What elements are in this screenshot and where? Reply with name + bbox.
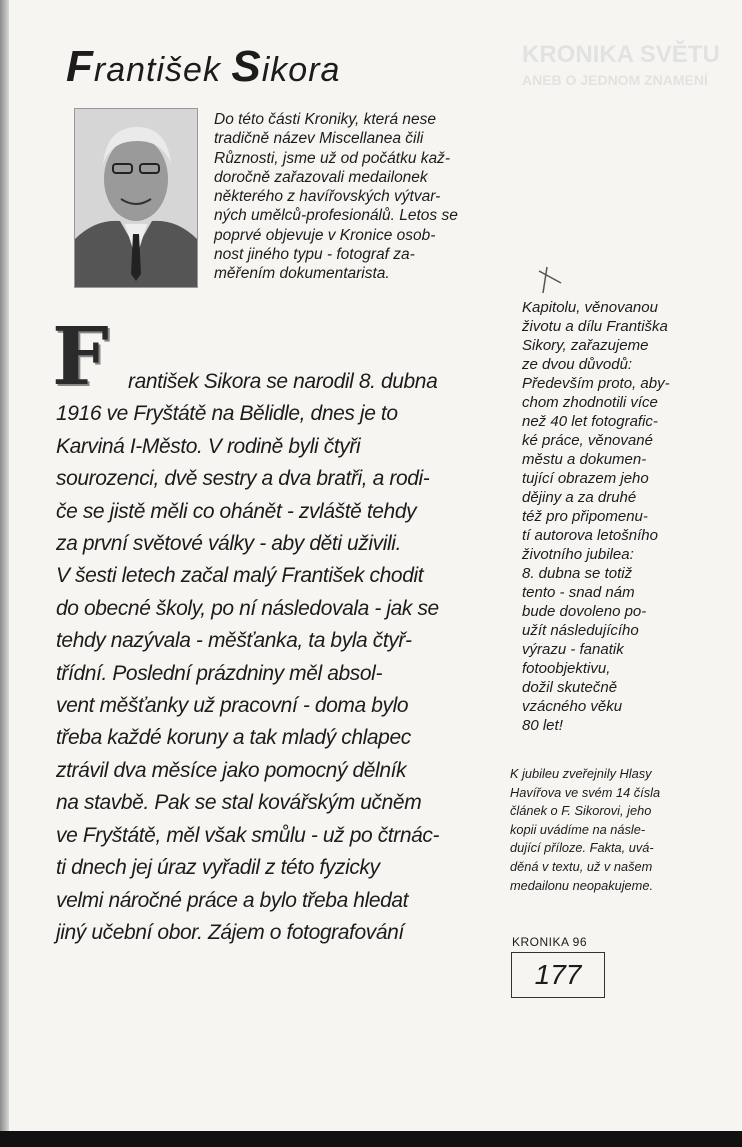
text-line: třídní. Poslední prázdniny měl absol-	[56, 661, 383, 685]
text-line: též pro připomenu-	[522, 508, 648, 525]
ghost-line: ANEB O JEDNOM ZNAMENÍ	[522, 72, 708, 88]
text-line: Karviná I-Město. V rodině byli čtyři	[56, 434, 361, 458]
main-first-line: rantišek Sikora se narodil 8. dubna	[128, 370, 438, 393]
title-initial: S	[231, 42, 262, 91]
page-title	[66, 42, 340, 92]
text-line: V šesti letech začal malý František chodit	[56, 564, 424, 588]
text-line: tradičně název Miscellanea čili	[214, 130, 424, 148]
text-line: 8. dubna se totiž	[522, 565, 633, 582]
text-line: sourozenci, dvě sestry a dva bratři, a rodi-	[56, 467, 430, 491]
text-line: životu a dílu Františka	[522, 318, 668, 335]
text-line: dějiny a za druhé	[522, 489, 637, 506]
bleed-through-text	[522, 40, 737, 90]
arrow-mark-icon	[535, 265, 565, 295]
text-line: jiný učební obor. Zájem o fotografování	[56, 920, 404, 944]
text-line: tí autorova letošního	[522, 527, 658, 544]
ghost-line: KRONIKA SVĚTU	[522, 41, 720, 68]
intro-paragraph	[214, 110, 509, 284]
text-line: měřením dokumentarista.	[214, 265, 390, 283]
text-line: vzácného věku	[522, 698, 623, 715]
text-line: za první světové války - aby děti uživili.	[56, 532, 402, 556]
text-line: na stavbě. Pak se stal kovářským učněm	[56, 791, 422, 815]
drop-cap: F	[52, 309, 109, 403]
text-line: medailonu neopakujeme.	[510, 877, 653, 893]
text-line: dující příloze. Fakta, uvá-	[510, 840, 654, 856]
text-line: užít následujícího	[522, 622, 639, 639]
text-line: 80 let!	[522, 717, 563, 734]
text-line: ké práce, věnované	[522, 432, 653, 449]
scan-left-edge	[0, 0, 9, 1147]
portrait-photo	[74, 108, 198, 288]
title-text: rantišek	[93, 51, 232, 89]
text-line: chom zhodnotili více	[522, 394, 658, 411]
page-number: 177	[511, 952, 605, 998]
text-line: vent měšťanky už pracovní - doma bylo	[56, 694, 409, 718]
text-line: velmi náročné práce a bylo třeba hledat	[56, 888, 409, 912]
text-line: tující obrazem jeho	[522, 470, 649, 487]
text-line: bude dovoleno po-	[522, 603, 647, 620]
text-line: do obecné školy, po ní následovala - jak se	[56, 596, 439, 620]
text-line: ztrávil dva měsíce jako pomocný dělník	[56, 758, 407, 782]
jubilee-note	[510, 765, 730, 895]
title-initial: F	[66, 42, 94, 91]
text-line: ti dnech jej úraz vyřadil z této fyzicky	[56, 856, 380, 880]
scan-bottom-edge	[0, 1131, 742, 1147]
text-line: Především proto, aby-	[522, 375, 670, 392]
main-text	[56, 366, 516, 949]
text-line: kopii uvádíme na násle-	[510, 821, 646, 837]
text-line: děná v textu, už v našem	[510, 858, 653, 874]
text-line: če se jistě měli co ohánět - zvláště tehdy	[56, 499, 417, 523]
text-line: nost jiného typu - fotograf za-	[214, 246, 415, 264]
text-line: ze dvou důvodů:	[522, 356, 633, 373]
text-line: třeba každé koruny a tak mladý chlapec	[56, 726, 411, 750]
text-line: dožil skutečně	[522, 679, 618, 696]
text-line: fotoobjektivu,	[522, 660, 611, 677]
text-line: Havířova ve svém 14 čísla	[510, 784, 661, 800]
text-line: než 40 let fotografic-	[522, 413, 658, 430]
text-line: ných umělců-profesionálů. Letos se	[214, 207, 458, 225]
text-line: K jubileu zveřejnily Hlasy	[510, 766, 652, 781]
sidebar-note	[522, 298, 732, 735]
text-line: Sikory, zařazujeme	[522, 337, 649, 354]
text-line: životního jubilea:	[522, 546, 634, 563]
text-line: doročně zařazovali medailonek	[214, 168, 428, 186]
text-line: poprvé objevuje v Kronice osob-	[214, 226, 436, 244]
chronicle-label: KRONIKA 96	[512, 935, 588, 949]
text-line: 1916 ve Fryštátě na Bělidle, dnes je to	[56, 402, 398, 426]
text-line: některého z havířovských výtvar-	[214, 188, 441, 206]
text-line: tento - snad nám	[522, 584, 635, 601]
text-line: výrazu - fanatik	[522, 641, 624, 658]
text-line: článek o F. Sikorovi, jeho	[510, 803, 652, 819]
text-line: tehdy nazývala - měšťanka, ta byla čtyř-	[56, 629, 412, 653]
text-line: Různosti, jsme už od počátku kaž-	[214, 149, 451, 167]
text-line: ve Fryštátě, měl však smůlu - už po čtrnác-	[56, 823, 440, 847]
text-line: městu a dokumen-	[522, 451, 647, 468]
text-line	[56, 366, 516, 398]
title-text: ikora	[261, 51, 341, 89]
text-line: Kapitolu, věnovanou	[522, 299, 658, 316]
text-line: Do této části Kroniky, která nese	[214, 111, 436, 128]
